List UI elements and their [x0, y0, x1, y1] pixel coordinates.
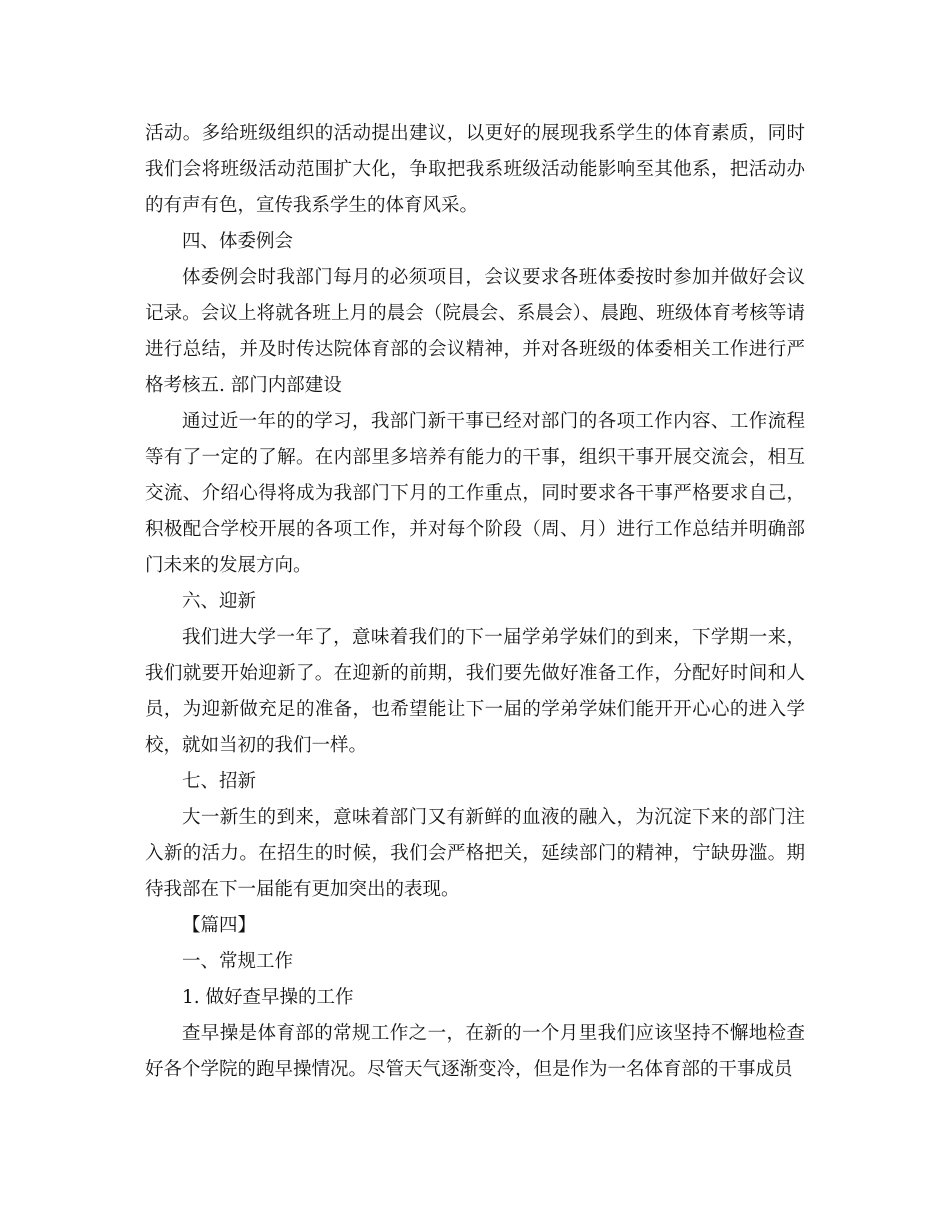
paragraph-section-6: 我们进大学一年了，意味着我们的下一届学弟学妹们的到来，下学期一来，我们就要开始迎新了。在迎新的前期，我们要先做好准备工作，分配好时间和人员，为迎新做充足的准备，也希望能让下一届的学弟学妹们能开开心心的进入学校，就如当初的我们一样。: [145, 627, 805, 756]
paragraph-morning-exercise: 查早操是体育部的常规工作之一，在新的一个月里我们应该坚持不懈地检查好各个学院的跑早操情况。尽管天气逐渐变冷，但是作为一名体育部的干事成员: [145, 1023, 805, 1080]
heading-section-4: 四、体委例会: [182, 231, 294, 252]
paragraph-1: 活动。多给班级组织的活动提出建议，以更好的展现我系学生的体育素质，同时我们会将班级活动范围扩大化，争取把我系班级活动能影响至其他系，把活动办的有声有色，宣传我系学生的体育风采。: [145, 123, 805, 216]
heading-section-7: 七、招新: [182, 771, 257, 792]
heading-routine-work: 一、常规工作: [182, 951, 294, 972]
heading-section-6: 六、迎新: [182, 591, 257, 612]
paragraph-section-7: 大一新生的到来，意味着部门又有新鲜的血液的融入，为沉淀下来的部门注入新的活力。在招生的时候，我们会严格把关，延续部门的精神，宁缺毋滥。期待我部在下一届能有更加突出的表现。: [145, 807, 805, 900]
paragraph-section-5: 通过近一年的的学习，我部门新干事已经对部门的各项工作内容、工作流程等有了一定的了解。在内部里多培养有能力的干事，组织干事开展交流会，相互交流、介绍心得将成为我部门下月的工作重点，同时要求各干事严格要求自己，积极配合学校开展的各项工作，并对每个阶段（周、月）进行工作总结并明确部门未来的发展方向。: [145, 411, 805, 576]
paragraph-section-4: 体委例会时我部门每月的必须项目，会议要求各班体委按时参加并做好会议记录。会议上将就各班上月的晨会（院晨会、系晨会）、晨跑、班级体育考核等请进行总结，并及时传达院体育部的会议精神，并对各班级的体委相关工作进行严格考核五. 部门内部建设: [145, 267, 805, 396]
document-page: [145, 116, 805, 1088]
heading-morning-exercise: 1. 做好查早操的工作: [182, 987, 354, 1008]
heading-part-4: 【篇四】: [182, 915, 257, 936]
